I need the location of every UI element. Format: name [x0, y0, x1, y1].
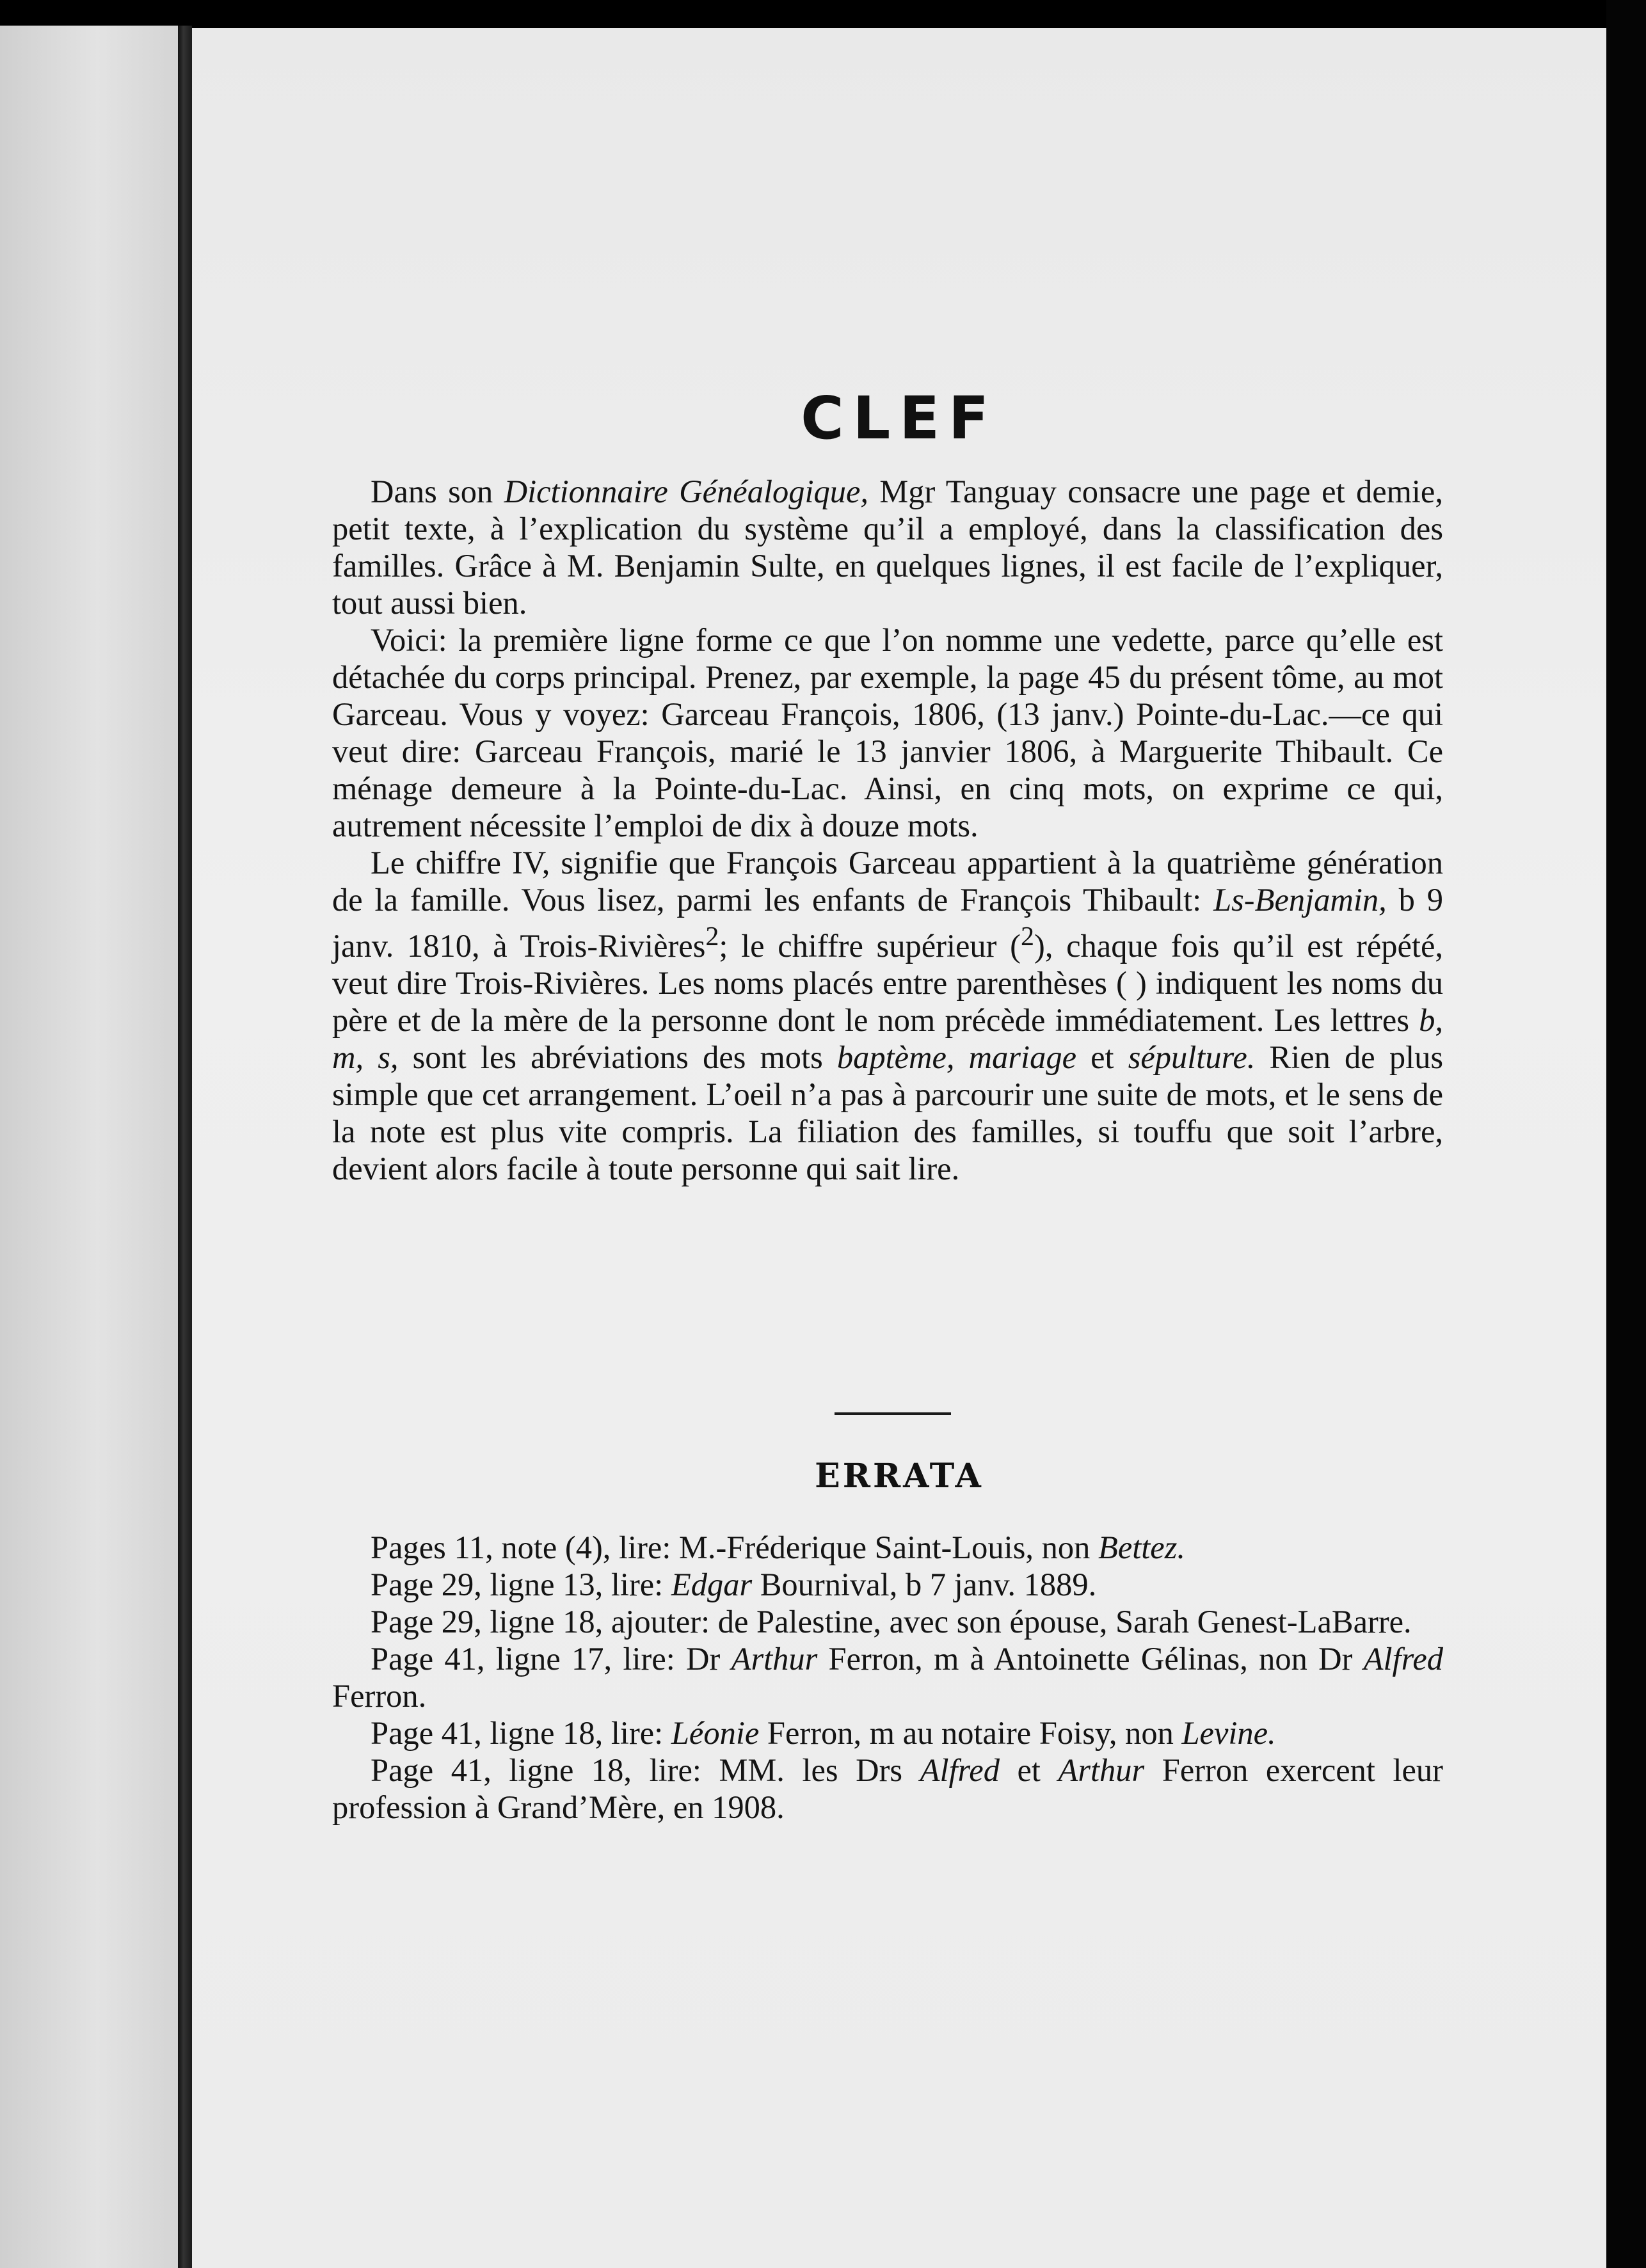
italic-run: Levine.	[1181, 1715, 1276, 1751]
clef-paragraph: Dans son Dictionnaire Généalogique, Mgr Tanguay consacre une page et demie, petit texte, à l’explication du système qu’il a employé, dans la classification des familles. Grâce à M. Benjamin Sulte, en quelques lignes, il est facile de l’expliquer, tout aussi bien.	[332, 474, 1443, 621]
clef-body	[332, 473, 1443, 1187]
italic-run: Alfred	[920, 1752, 1000, 1788]
errata-item: Page 41, ligne 17, lire: Dr Arthur Ferron, m à Antoinette Gélinas, non Dr Alfred Ferron.	[332, 1641, 1444, 1714]
italic-run: Edgar	[671, 1567, 753, 1602]
italic-run: Ls-Benjamin,	[1213, 882, 1387, 918]
errata-item: Page 41, ligne 18, lire: Léonie Ferron, m au notaire Foisy, non Levine.	[371, 1715, 1276, 1751]
clef-paragraph: Voici: la première ligne forme ce que l’on nomme une vedette, parce qu’elle est détachée du corps principal. Prenez, par exemple, la page 45 du présent tôme, au mot Garceau. Vous y voyez: Garceau François, 1806, (13 janv.) Pointe-du-Lac.—ce qui veut dire: Garceau François, marié le 13 janvier 1806, à Marguerite Thibault. Ce ménage demeure à la Pointe-du-Lac. Ainsi, en cinq mots, on exprime ce qui, autrement nécessite l’emploi de dix à douze mots.	[332, 622, 1443, 843]
italic-run: Arthur	[731, 1641, 818, 1677]
italic-run: Léonie	[671, 1715, 760, 1751]
errata-item: Pages 11, note (4), lire: M.-Fréderique Saint-Louis, non Bettez.	[371, 1529, 1185, 1565]
clef-paragraph: Le chiffre IV, signifie que François Garceau appartient à la quatrième génération de la famille. Vous lisez, parmi les enfants de François Thibault: Ls-Benjamin, b 9 janv. 1810, à Trois-Rivières$^2$; le chiffre supérieur ($^2$), chaque fois qu’il est répété, veut dire Trois-Rivières. Les noms placés entre parenthèses ( ) indiquent les noms du père et de la mère de la personne dont le nom précède immédiatement. Les lettres b, m, s, sont les abréviations des mots baptème, mariage et sépulture. Rien de plus simple que cet arrangement. L’oeil n’a pas à parcourir une suite de mots, et le sens de la note est plus vite compris. La filiation des familles, si touffu que soit l’arbre, devient alors facile à toute personne qui sait lire.	[332, 845, 1444, 1186]
previous-page-margin	[0, 26, 178, 2268]
section-divider	[835, 1412, 951, 1415]
binding-gutter	[178, 26, 192, 2268]
italic-run: Alfred	[1363, 1641, 1444, 1677]
superscript: 2	[1020, 922, 1034, 952]
superscript: 2	[705, 922, 719, 952]
italic-run: b, m, s,	[332, 1002, 1443, 1075]
errata-item: Page 29, ligne 18, ajouter: de Palestine, avec son épouse, Sarah Genest-LaBarre.	[371, 1604, 1412, 1640]
italic-run: Bettez.	[1098, 1529, 1185, 1565]
scan-border	[1606, 0, 1646, 2268]
italic-run: sépulture.	[1128, 1039, 1256, 1075]
errata-heading: ERRATA	[815, 1457, 984, 1496]
errata-list	[332, 1529, 1443, 1826]
clef-heading: CLEF	[801, 384, 998, 452]
italic-run: Arthur	[1058, 1752, 1145, 1788]
italic-run: baptème, mariage	[836, 1039, 1076, 1075]
errata-item: Page 41, ligne 18, lire: MM. les Drs Alfred et Arthur Ferron exercent leur profession à Grand’Mère, en 1908.	[332, 1752, 1443, 1825]
italic-run: Dictionnaire Généalogique,	[504, 474, 869, 509]
errata-item: Page 29, ligne 13, lire: Edgar Bournival, b 7 janv. 1889.	[371, 1567, 1097, 1602]
